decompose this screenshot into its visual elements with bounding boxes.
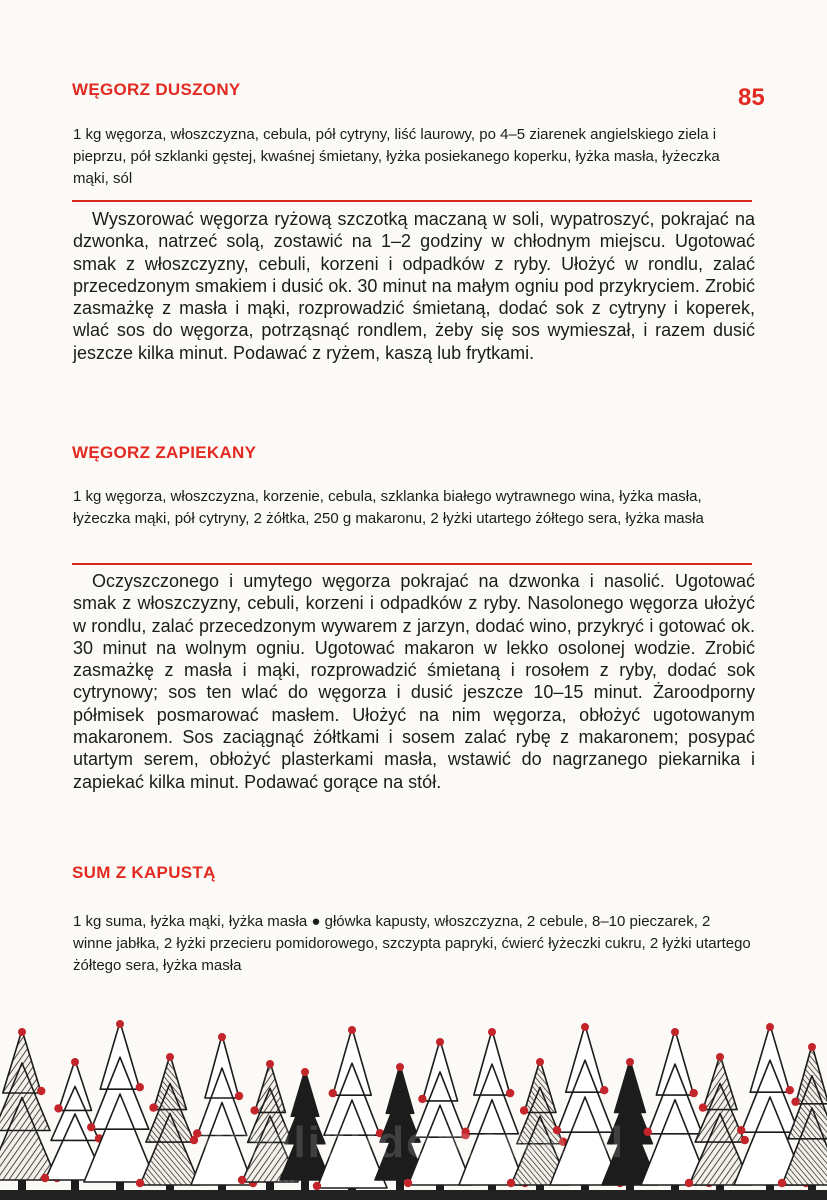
ornament-berry [791,1098,799,1106]
ornament-berry [218,1033,226,1041]
ornament-berry [136,1083,144,1091]
christmas-trees-illustration [0,1000,827,1200]
ornament-berry [766,1023,774,1031]
ornament-berry [436,1038,444,1046]
ornament-berry [266,1060,274,1068]
divider-rule [72,563,752,565]
ornament-berry [396,1063,404,1071]
ornament-berry [600,1086,608,1094]
ornament-berry [301,1068,309,1076]
ornament-berry [313,1182,321,1190]
ornament-berry [238,1176,246,1184]
ornament-berry [54,1104,62,1112]
method-text: Wyszorować węgorza ryżową szczotką maczaną w soli, wypatroszyć, pokrajać na dzwonka, natrzeć solą, zostawić na 1–2 godziny w chłodnym miejscu. Ugotować smak z włoszczyzny, cebuli, korzeni i odpadków z ryby. Ułożyć w rondlu, zalać przecedzonym smakiem i dusić ok. 30 minut na małym ogniu pod przykryciem. Zrobić zasmażkę z masła i mąki, rozprowadzić śmietaną, dodać sok z cytryny i koperek, wlać sos do węgorza, potrząsnąć rondlem, żeby się sos wymieszał, i razem dusić jeszcze kilka minut. Podawać z ryżem, kaszą lub frytkami. [73,209,755,363]
recipe-title-sum-z-kapusta: SUM Z KAPUSTĄ [72,863,216,882]
ornament-berry [690,1089,698,1097]
ornament-berry [136,1179,144,1187]
ornament-berry [41,1174,49,1182]
method-text: Oczyszczonego i umytego węgorza pokrajać na dzwonka i nasolić. Ugotować smak z włoszczyzny, cebuli, korzeni i odpadków z ryby. Nasolonego węgorza ułożyć w rondlu, zalać przecedzonym wywarem z jarzyn, dodać wino, przykryć i gotować ok. 30 minut na wolnym ogniu. Ugotować makaron w lekko osolonej wodzie. Zrobić zasmażkę z masła i mąki, rozprowadzić śmietaną i rosołem z ryby, dodać sok cytrynowy; sos ten wlać do węgorza i dusić jeszcze 10–15 minut. Żaroodporny półmisek posmarować masłem. Ułożyć na nim węgorza, obłożyć ugotowanym makaronem. Sos zaciągnąć żółtkami i sosem zalać rybę z makaronem; posypać utartym serem, obłożyć plasterkami masła, wstawić do nagrzanego piekarnika i zapiekać kilka minut. Podawać gorące na stół. [73,571,755,792]
ornament-berry [685,1179,693,1187]
ornament-berry [149,1103,157,1111]
recipe-title-wegorz-duszony: WĘGORZ DUSZONY [72,80,241,99]
ornament-berry [506,1089,514,1097]
ornament-berry [626,1058,634,1066]
ornament-berry [520,1106,528,1114]
divider-rule [72,200,752,202]
watermark: wedlinydomowe.pl [201,1118,626,1167]
ornament-berry [116,1020,124,1028]
ornament-berry [786,1086,794,1094]
ornament-berry [37,1087,45,1095]
ornament-berry [18,1028,26,1036]
ornament-berry [71,1058,79,1066]
ornament-berry [581,1023,589,1031]
ornament-berry [488,1028,496,1036]
ornament-berry [418,1095,426,1103]
ornament-berry [671,1028,679,1036]
ornament-berry [329,1089,337,1097]
ornament-berry [507,1179,515,1187]
ornament-berry [808,1043,816,1051]
ornament-berry [348,1026,356,1034]
ingredients-wegorz-duszony: 1 kg węgorza, włoszczyzna, cebula, pół cytryny, liść laurowy, po 4–5 ziarenek angielskiego ziela i pieprzu, pół szklanki gęstej, kwaśnej śmietany, łyżka posiekanego koperku, łyżka masła, łyżeczka mąki, sól [73,126,720,187]
ornament-berry [699,1103,707,1111]
ingredients-wegorz-zapiekany: 1 kg węgorza, włoszczyzna, korzenie, cebula, szklanka białego wytrawnego wina, łyżka masła, łyżeczka mąki, pół cytryny, 2 żółtka, 250 g makaronu, 2 łyżki utartego żółtego sera, łyżka masła [73,488,704,527]
page-number: 85 [738,84,765,111]
ornament-berry [716,1053,724,1061]
ground-strip [0,1190,827,1200]
method-wegorz-duszony [73,208,755,364]
ornament-berry [166,1053,174,1061]
ornament-berry [250,1106,258,1114]
recipe-title-wegorz-zapiekany: WĘGORZ ZAPIEKANY [72,443,257,462]
ornament-berry [778,1179,786,1187]
ornament-berry [235,1092,243,1100]
ornament-berry [404,1179,412,1187]
method-wegorz-zapiekany [73,570,755,793]
ornament-berry [536,1058,544,1066]
ingredients-sum-z-kapusta: 1 kg suma, łyżka mąki, łyżka masła ● główka kapusty, włoszczyzna, 2 cebule, 8–10 pieczarek, 2 winne jabłka, 2 łyżki przecieru pomidorowego, szczypta papryki, ćwierć łyżeczki cukru, 2 łyżki utartego żółtego sera, łyżka masła [73,913,751,974]
